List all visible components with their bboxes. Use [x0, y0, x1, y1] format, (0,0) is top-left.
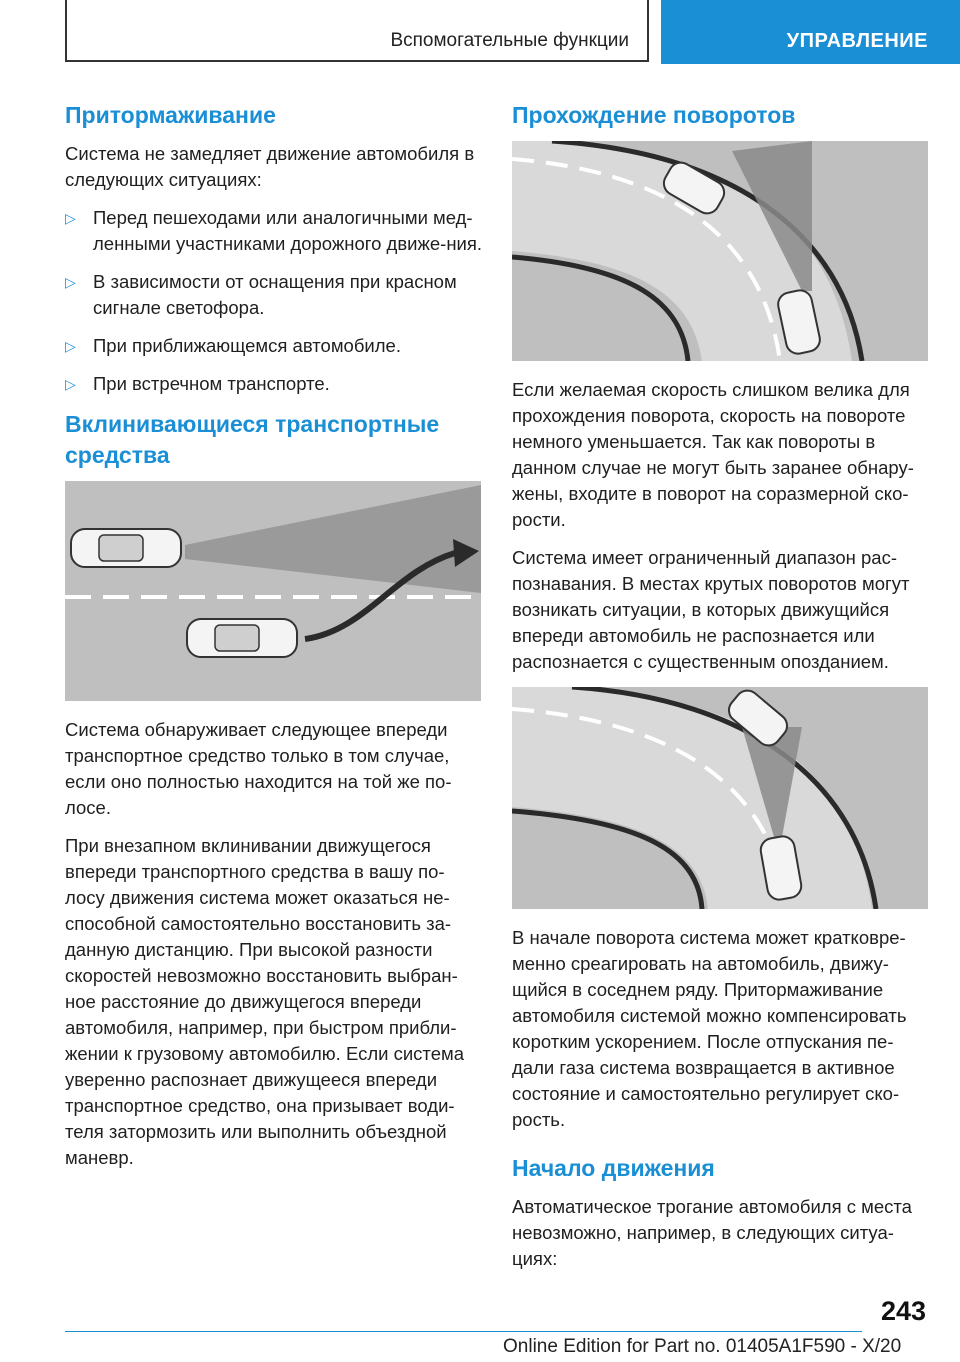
- paragraph-braking-intro: Система не замедляет движение автомобиля в следующих ситуациях:: [65, 143, 475, 190]
- paragraph-sudden-cut-in: При внезапном вклинивании движущегося впереди транспортного средства в вашу по-лосу движения система может оказаться не-способной самостоятельно восстановить за-данную дистанцию. При высокой разности скоростей невозможно восстановить выбран-ное расстояние до движущегося впереди автомобиля, например, при быстром прибли-жении к грузовому автомобилю. Если система уверенно распознает движущееся впереди транспортное средство, она призывает води-теля затормозить или выполнить объездной маневр.: [65, 835, 464, 1168]
- cut-in-car-icon: [187, 619, 297, 657]
- list-item: [65, 333, 483, 359]
- paragraph-adjacent-lane: В начале поворота система может кратковре-менно среагировать на автомобиль, движу-щийся в соседнем ряду. Притормаживание автомобиля системой можно компенсировать коротким ускорением. После отпускания пе-дали газа система возвращается в активное состояние и самостоятельно регулирует ско-рость.: [512, 927, 907, 1130]
- curve-slowdown-illustration: [512, 141, 928, 361]
- bullet-list-braking: [65, 205, 483, 397]
- page-number: 243: [880, 1296, 926, 1326]
- own-car-icon: [71, 529, 181, 567]
- triangle-bullet-icon: ▷: [65, 376, 76, 392]
- footer-divider: [65, 1331, 862, 1332]
- paragraph-auto-start: Автоматическое трогание автомобиля с места невозможно, например, в следующих ситуа-циях:: [512, 1196, 912, 1269]
- list-item-text: При встречном транспорте.: [93, 373, 330, 394]
- header-chapter-tab: [661, 0, 960, 64]
- paragraph-detection: Система обнаруживает следующее впереди транспортное средство только в том случае, если оно полностью находится на той же по-лосе.: [65, 719, 452, 818]
- heading-cornering: Прохождение поворотов: [512, 102, 796, 128]
- list-item-text: В зависимости от оснащения при красном сигнале светофора.: [93, 271, 457, 318]
- right-column: [512, 100, 930, 1284]
- triangle-bullet-icon: ▷: [65, 210, 76, 226]
- list-item: [65, 269, 483, 321]
- list-item-text: Перед пешеходами или аналогичными мед-ленными участниками дорожного движе-ния.: [93, 207, 483, 254]
- list-item: [65, 205, 483, 257]
- paragraph-curve-speed: Если желаемая скорость слишком велика для прохождения поворота, скорость на повороте немного уменьшается. Так как повороты в данном случае не могут быть заранее обнару-жены, входите в поворот на соразмерной ско-рости.: [512, 379, 914, 530]
- footer-edition: Online Edition for Part no. 01405A1F590 - X/20: [503, 1336, 902, 1357]
- header-chapter-title: УПРАВЛЕНИЕ: [786, 30, 928, 52]
- list-item: [65, 371, 483, 397]
- list-item-text: При приближающемся автомобиле.: [93, 335, 401, 356]
- heading-braking: Притормаживание: [65, 102, 276, 128]
- left-column: [65, 100, 483, 1183]
- triangle-bullet-icon: ▷: [65, 274, 76, 290]
- curve-adjacent-lane-illustration: [512, 687, 928, 909]
- header-section-box: [65, 0, 649, 62]
- header-section-title: Вспомогательные функции: [390, 30, 629, 51]
- heading-cut-in-vehicles: Вклинивающиеся транспортные средства: [65, 411, 440, 468]
- heading-start-driving: Начало движения: [512, 1155, 715, 1181]
- triangle-bullet-icon: ▷: [65, 338, 76, 354]
- cut-in-vehicle-illustration: [65, 481, 481, 701]
- paragraph-limited-range: Система имеет ограниченный диапазон рас-познавания. В местах крутых поворотов могут возникать ситуации, в которых движущийся впереди автомобиль не распознается или распознается с существенным опозданием.: [512, 547, 910, 672]
